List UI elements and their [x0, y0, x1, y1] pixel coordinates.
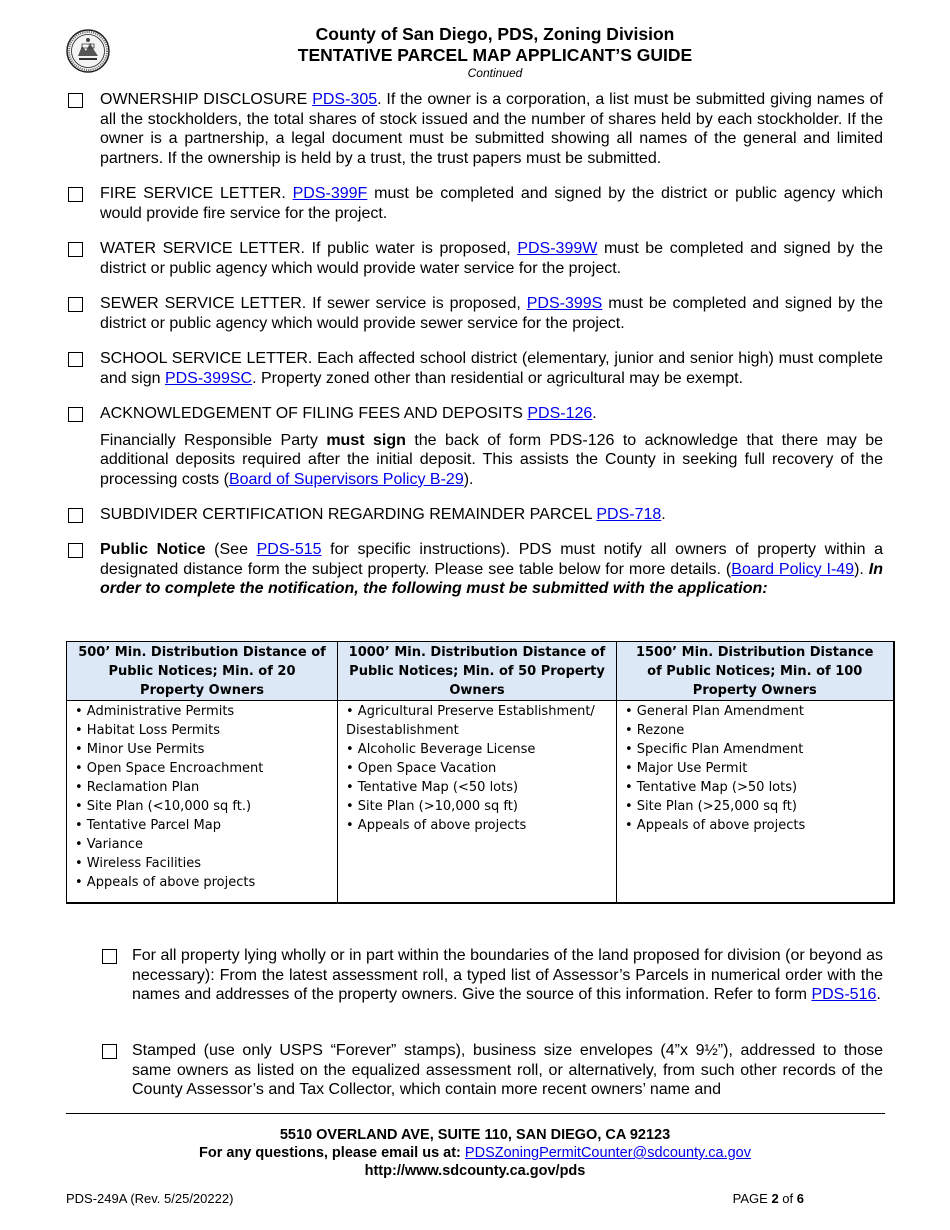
- header-title: County of San Diego, PDS, Zoning Division: [315, 24, 675, 44]
- list-item: • Minor Use Permits: [75, 742, 205, 757]
- checkbox-ownership[interactable]: [68, 93, 83, 108]
- notice-requirement: In order to complete the notification, the following must be submitted with the application:: [100, 560, 884, 598]
- fees-period: .: [592, 405, 597, 422]
- footer-divider: [66, 1113, 885, 1114]
- notice-title: Public Notice: [100, 541, 206, 558]
- checkbox-fees[interactable]: [68, 407, 83, 422]
- page-current: 2: [771, 1191, 779, 1206]
- list-item: • Appeals of above projects: [625, 818, 806, 833]
- list-item: • Appeals of above projects: [75, 875, 256, 890]
- school-label: SCHOOL SERVICE LETTER. Each affected school district (elementary, junior and senior high) must complete and sign: [100, 350, 883, 387]
- link-policy-b29[interactable]: Board of Supervisors Policy B-29: [228, 470, 464, 488]
- page-total: 6: [796, 1191, 804, 1206]
- ownership-label: OWNERSHIP DISCLOSURE: [100, 91, 308, 108]
- link-pds-399sc[interactable]: PDS-399SC: [164, 369, 253, 387]
- checkbox-subdivider[interactable]: [68, 508, 83, 523]
- form-id: PDS-249A (Rev. 5/25/20222): [66, 1191, 234, 1206]
- list-item: • Open Space Vacation: [346, 761, 497, 776]
- link-pds-516[interactable]: PDS-516: [811, 986, 877, 1004]
- table-col-500ft: [67, 701, 338, 904]
- subdivider-label: SUBDIVIDER CERTIFICATION REGARDING REMAINDER PARCEL: [100, 506, 592, 523]
- link-pds-305[interactable]: PDS-305: [312, 91, 378, 108]
- fire-label: FIRE SERVICE LETTER.: [100, 185, 286, 202]
- checkbox-sewer[interactable]: [68, 297, 83, 312]
- list-item: • Site Plan (>10,000 sq ft): [346, 799, 518, 814]
- list-item: • Variance: [75, 837, 143, 852]
- link-pds-399w[interactable]: PDS-399W: [517, 240, 598, 257]
- footer-email-link[interactable]: PDSZoningPermitCounter@sdcounty.ca.gov: [464, 1145, 751, 1161]
- notice-text-b: for specific instructions). PDS must notify all owners of property within a designated distance form the subject property. Please see table below for more details. (: [100, 541, 884, 578]
- footer-website: http://www.sdcounty.ca.gov/pds: [364, 1163, 586, 1179]
- table-header-1500ft: 1500’ Min. Distribution Distance of Public Notices; Min. of 100 Property Owners: [617, 642, 894, 701]
- table-header-row: [67, 642, 894, 701]
- header-subtitle: TENTATIVE PARCEL MAP APPLICANT’S GUIDE: [297, 45, 693, 65]
- header-continued: Continued: [467, 66, 523, 80]
- list-item: • Habitat Loss Permits: [75, 723, 220, 738]
- notice-text-c: ).: [854, 560, 869, 578]
- list-item: • Major Use Permit: [625, 761, 748, 776]
- list-item: • Administrative Permits: [75, 704, 235, 719]
- table-row: [67, 701, 894, 904]
- footer-address: 5510 OVERLAND AVE, SUITE 110, SAN DIEGO, CA 92123: [279, 1127, 671, 1143]
- assessor-text: For all property lying wholly or in part within the boundaries of the land proposed for division (or beyond as necessary): From the latest assessment roll, a typed list of Assessor’s Parcels in numerical order with the names and addresses of the property owners. Give the source of this information. Refer to form: [132, 947, 883, 1004]
- subdivider-period: .: [661, 506, 666, 523]
- water-label: WATER SERVICE LETTER. If public water is proposed,: [100, 240, 511, 257]
- link-pds-718[interactable]: PDS-718: [596, 506, 662, 523]
- water-text: must be completed and signed by the district or public agency which would provide water service for the project.: [100, 240, 884, 277]
- page-of: of: [778, 1191, 797, 1206]
- link-pds-515[interactable]: PDS-515: [256, 541, 322, 558]
- list-item: • General Plan Amendment: [625, 704, 804, 719]
- notice-text-a: (See: [205, 541, 257, 558]
- list-item: • Tentative Parcel Map: [75, 818, 221, 833]
- fees-must-sign: must sign: [326, 431, 406, 449]
- county-seal-logo: [66, 29, 110, 73]
- list-item: • Alcoholic Beverage License: [346, 742, 536, 757]
- table-col-1000ft: [338, 701, 617, 904]
- list-item: • Appeals of above projects: [346, 818, 527, 833]
- list-item: • Agricultural Preserve Establishment/: [346, 704, 595, 719]
- footer-questions: [100, 1145, 850, 1161]
- checkbox-public-notice[interactable]: [68, 543, 83, 558]
- list-item: • Tentative Map (<50 lots): [346, 780, 519, 795]
- list-item: • Rezone: [625, 723, 685, 738]
- list-item: • Site Plan (>25,000 sq ft): [625, 799, 797, 814]
- list-item: Disestablishment: [346, 723, 459, 738]
- link-policy-i49[interactable]: Board Policy I-49: [731, 560, 855, 578]
- fees-para-body: the back of form PDS-126 to acknowledge that there may be additional deposits required after the initial deposit. This assists the County in seeking full recovery of the processing costs (: [100, 431, 884, 488]
- checkbox-school[interactable]: [68, 352, 83, 367]
- fees-label: ACKNOWLEDGEMENT OF FILING FEES AND DEPOSITS: [100, 405, 523, 422]
- school-text: . Property zoned other than residential or agricultural may be exempt.: [252, 369, 744, 387]
- table-header-1000ft: 1000’ Min. Distribution Distance of Public Notices; Min. of 50 Property Owners: [338, 642, 617, 701]
- list-item: • Reclamation Plan: [75, 780, 200, 795]
- checkbox-water[interactable]: [68, 242, 83, 257]
- ownership-text: . If the owner is a corporation, a list must be submitted giving names of all the stockholders, the total shares of stock issued and the number of shares held by each stockholder. If the owner is a partnership, a legal document must be submitted showing all names of the general and limited partners. If the ownership is held by a trust, the trust papers must be submitted.: [100, 91, 884, 167]
- table-header-500ft: 500’ Min. Distribution Distance of Public Notices; Min. of 20 Property Owners: [67, 642, 338, 701]
- envelopes-text: Stamped (use only USPS “Forever” stamps), business size envelopes (4”x 9½”), addressed to those same owners as listed on the equalized assessment roll, or alternatively, from such other records of the County Assessor’s and Tax Collector, which contain more recent owners’ name and: [132, 1042, 883, 1099]
- checkbox-envelopes[interactable]: [102, 1044, 117, 1059]
- link-pds-399f[interactable]: PDS-399F: [292, 185, 368, 202]
- checkbox-fire[interactable]: [68, 187, 83, 202]
- sewer-label: SEWER SERVICE LETTER. If sewer service is proposed,: [100, 295, 521, 312]
- page-number: [733, 1191, 804, 1206]
- link-pds-399s[interactable]: PDS-399S: [526, 295, 603, 312]
- table-col-1500ft: [617, 701, 894, 904]
- footer-questions-label: For any questions, please email us at:: [199, 1145, 465, 1161]
- sewer-text: must be completed and signed by the district or public agency which would provide sewer service for the project.: [100, 295, 883, 332]
- assessor-period: .: [876, 986, 881, 1004]
- fire-text: must be completed and signed by the district or public agency which would provide fire service for the project.: [100, 185, 883, 222]
- distribution-table: [66, 641, 895, 904]
- list-item: • Wireless Facilities: [75, 856, 202, 871]
- checkbox-assessor-list[interactable]: [102, 949, 117, 964]
- page-label: PAGE: [732, 1191, 772, 1206]
- list-item: • Site Plan (<10,000 sq ft.): [75, 799, 252, 814]
- list-item: • Specific Plan Amendment: [625, 742, 804, 757]
- link-pds-126[interactable]: PDS-126: [527, 405, 593, 422]
- list-item: • Tentative Map (>50 lots): [625, 780, 798, 795]
- fees-para-start: Financially Responsible Party: [100, 431, 318, 449]
- list-item: • Open Space Encroachment: [75, 761, 264, 776]
- fees-para-end: ).: [463, 470, 474, 488]
